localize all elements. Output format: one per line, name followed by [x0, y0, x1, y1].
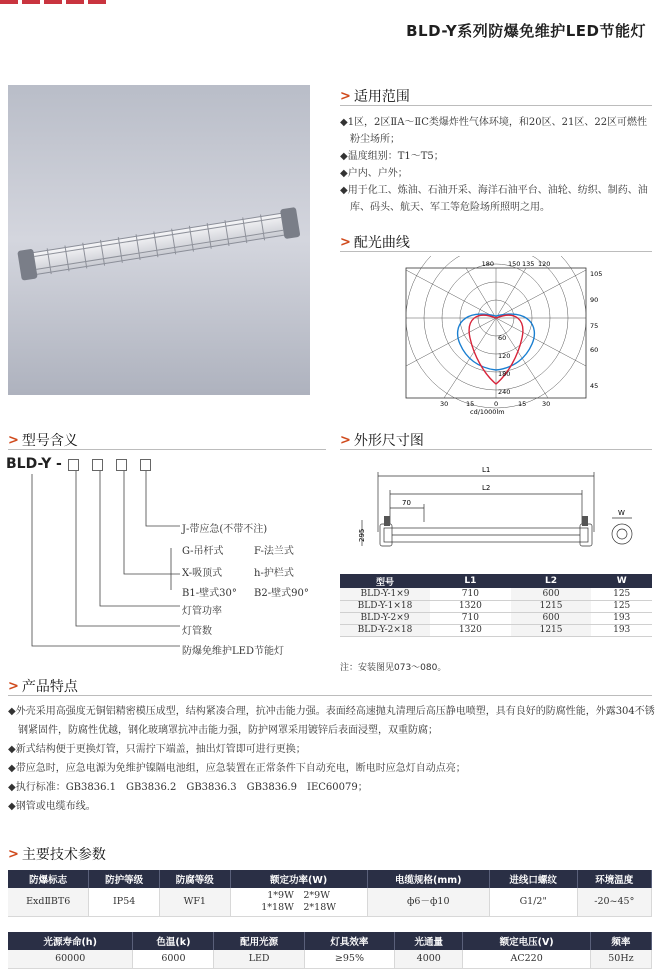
- scope-list: [340, 114, 656, 216]
- table-cell: IP54: [89, 888, 160, 916]
- table-cell: 60000: [8, 950, 133, 968]
- dim-label: W: [618, 509, 625, 517]
- list-item: ◆执行标准：GB3836.1 GB3836.2 GB3836.3 GB3836.9 IEC60079；: [8, 782, 368, 793]
- table-row: [340, 612, 652, 624]
- code-label: J-带应急(不带不注): [182, 524, 268, 535]
- table-cell: ExdⅡBT6: [8, 888, 89, 916]
- column-header: 防爆标志: [8, 870, 89, 888]
- table-cell: 125: [591, 588, 652, 600]
- page-title: BLD-Y系列防爆免维护LED节能灯: [406, 22, 646, 40]
- section-features: [8, 676, 78, 696]
- radial-label: 240: [498, 388, 511, 396]
- polar-light-distribution: [404, 256, 624, 416]
- section-dimensions: [340, 430, 424, 450]
- list-item: ◆户内、户外；: [340, 168, 408, 179]
- column-header: L2: [511, 574, 592, 588]
- list-item: ◆用于化工、炼油、石油开采、海洋石油平台、油轮、纺织、制药、油库、码头、航天、军工等危险场所照明之用。: [340, 185, 648, 213]
- column-header: 色温(k): [133, 932, 214, 950]
- product-photo: [8, 85, 310, 395]
- radial-label: 180: [498, 370, 511, 378]
- column-header: W: [591, 574, 652, 588]
- radial-label: 60: [498, 334, 507, 342]
- table-cell: 125: [591, 600, 652, 612]
- table-cell: 193: [591, 624, 652, 636]
- tick-label: 30: [440, 400, 449, 408]
- column-header: 额定功率(W): [230, 870, 367, 888]
- table-cell: 4000: [395, 950, 463, 968]
- table-row: [8, 888, 652, 916]
- table-cell: 1215: [511, 600, 592, 612]
- features-list: [8, 702, 656, 816]
- tick-label: 150: [508, 260, 521, 268]
- code-label: X-吸顶式: [182, 568, 223, 579]
- table-cell: G1/2": [489, 888, 577, 916]
- arrow-icon: >: [340, 432, 351, 448]
- divider: [8, 449, 326, 450]
- tick-label: 15: [466, 400, 475, 408]
- table-cell: LED: [214, 950, 304, 968]
- power-line: 1*18W 2*18W: [261, 901, 337, 913]
- table-cell: 600: [511, 612, 592, 624]
- list-item: ◆1区，2区ⅡA～ⅡC类爆炸性气体环境，和20区、21区、22区可燃性粉尘场所；: [340, 117, 648, 145]
- arrow-icon: >: [8, 846, 19, 862]
- section-title: 产品特点: [21, 679, 78, 695]
- section-title: 适用范围: [353, 89, 410, 105]
- dimension-drawing: [354, 460, 644, 570]
- column-header: L1: [430, 574, 511, 588]
- column-header: 防腐等级: [159, 870, 230, 888]
- code-box: [92, 459, 103, 471]
- section-params: [8, 844, 106, 864]
- top-color-marks: [0, 0, 110, 4]
- divider: [340, 251, 652, 252]
- model-code-diagram: [6, 456, 336, 666]
- tick-label: 0: [494, 400, 499, 408]
- params-table-2: [8, 932, 652, 969]
- unit-label: cd/1000lm: [470, 408, 505, 416]
- tick-label: 60: [590, 346, 599, 354]
- column-header: 光源寿命(h): [8, 932, 133, 950]
- column-header: 电缆规格(mm): [367, 870, 489, 888]
- column-header: 灯具效率: [304, 932, 394, 950]
- dim-label: 70: [402, 499, 411, 507]
- section-title: 配光曲线: [353, 235, 410, 251]
- dim-label: 295: [358, 528, 366, 542]
- column-header: 防护等级: [89, 870, 160, 888]
- table-cell: AC220: [463, 950, 590, 968]
- tick-label: 15: [518, 400, 527, 408]
- model-prefix: BLD-Y: [6, 456, 52, 472]
- table-cell: 710: [430, 588, 511, 600]
- code-label: 防爆免维护LED节能灯: [182, 646, 284, 657]
- section-title: 主要技术参数: [21, 847, 106, 863]
- column-header: 配用光源: [214, 932, 304, 950]
- list-item: ◆新式结构便于更换灯管，只需拧下端盖，抽出灯管即可进行更换；: [8, 744, 306, 755]
- code-box: [140, 459, 151, 471]
- arrow-icon: >: [340, 88, 351, 104]
- tick-label: 30: [542, 400, 551, 408]
- list-item: ◆温度组别：T1～T5；: [340, 151, 444, 162]
- tick-label: 45: [590, 382, 599, 390]
- column-header: 环境温度: [577, 870, 651, 888]
- divider: [340, 105, 652, 106]
- tick-label: 75: [590, 322, 599, 330]
- code-label: F-法兰式: [254, 546, 294, 557]
- table-cell: ф6－ф10: [367, 888, 489, 916]
- arrow-icon: >: [340, 234, 351, 250]
- section-title: 型号含义: [21, 433, 78, 449]
- tick-label: 105: [590, 270, 603, 278]
- tick-label: 135: [522, 260, 535, 268]
- table-cell: BLD-Y-1×9: [340, 588, 430, 600]
- column-header: 额定电压(V): [463, 932, 590, 950]
- table-cell: -20~45°: [577, 888, 651, 916]
- table-cell: 50Hz: [590, 950, 651, 968]
- spec-table: [340, 574, 652, 637]
- section-model-meaning: [8, 430, 78, 450]
- column-header: 型号: [340, 574, 430, 588]
- column-header: 进线口螺纹: [489, 870, 577, 888]
- arrow-icon: >: [8, 432, 19, 448]
- section-title: 外形尺寸图: [353, 433, 424, 449]
- section-scope: [340, 86, 410, 106]
- table-cell: BLD-Y-2×18: [340, 624, 430, 636]
- code-label: h-护栏式: [254, 568, 294, 579]
- code-label: G-吊杆式: [182, 546, 224, 557]
- table-cell: 1320: [430, 624, 511, 636]
- table-header-row: [8, 870, 652, 888]
- table-cell: 710: [430, 612, 511, 624]
- table-row: [340, 588, 652, 600]
- tick-label: 180: [481, 260, 494, 268]
- list-item: ◆外壳采用高强度无铜铝精密模压成型，结构紧凑合理，抗冲击能力强。表面经高速抛丸清理后高压静电喷塑，具有良好的防腐性能，外露304不锈钢紧固件，防腐性优越，钢化玻璃罩抗冲击能力强，防护网罩采用镀锌后表面浸塑，双重防腐；: [8, 706, 655, 736]
- radial-label: 120: [498, 352, 511, 360]
- column-header: 频率: [590, 932, 651, 950]
- section-light-curve: [340, 232, 410, 252]
- table-row: [340, 600, 652, 612]
- list-item: ◆钢管或电缆布线。: [8, 801, 96, 812]
- dim-label: L1: [482, 466, 491, 474]
- power-line: 1*9W 2*9W: [267, 889, 330, 901]
- list-item: ◆带应急时，应急电源为免维护镍隔电池组，应急装置在正常条件下自动充电，断电时应急灯自动点亮；: [8, 763, 466, 774]
- table-cell: 600: [511, 588, 592, 600]
- table-cell: 6000: [133, 950, 214, 968]
- table-header-row: [8, 932, 652, 950]
- dim-label: L2: [482, 484, 491, 492]
- params-table-1: [8, 870, 652, 917]
- column-header: 光通量: [395, 932, 463, 950]
- table-cell: ≥95%: [304, 950, 394, 968]
- install-note: 注：安装图见073～080。: [340, 663, 447, 673]
- divider: [340, 449, 652, 450]
- table-cell: BLD-Y-2×9: [340, 612, 430, 624]
- table-cell: BLD-Y-1×18: [340, 600, 430, 612]
- tick-label: 120: [538, 260, 551, 268]
- arrow-icon: >: [8, 678, 19, 694]
- table-header-row: [340, 574, 652, 588]
- code-label: 灯管功率: [182, 606, 222, 617]
- tick-label: 90: [590, 296, 599, 304]
- model-dash: -: [56, 456, 62, 472]
- table-cell: 1320: [430, 600, 511, 612]
- code-label: B2-壁式90°: [254, 588, 309, 599]
- table-cell: 193: [591, 612, 652, 624]
- table-row: [340, 624, 652, 636]
- code-box: [116, 459, 127, 471]
- table-cell: 1215: [511, 624, 592, 636]
- code-box: [68, 459, 79, 471]
- table-cell: WF1: [159, 888, 230, 916]
- divider: [8, 695, 652, 696]
- code-label: B1-壁式30°: [182, 588, 237, 599]
- code-label: 灯管数: [182, 626, 212, 637]
- table-cell: [230, 888, 367, 916]
- table-row: [8, 950, 652, 968]
